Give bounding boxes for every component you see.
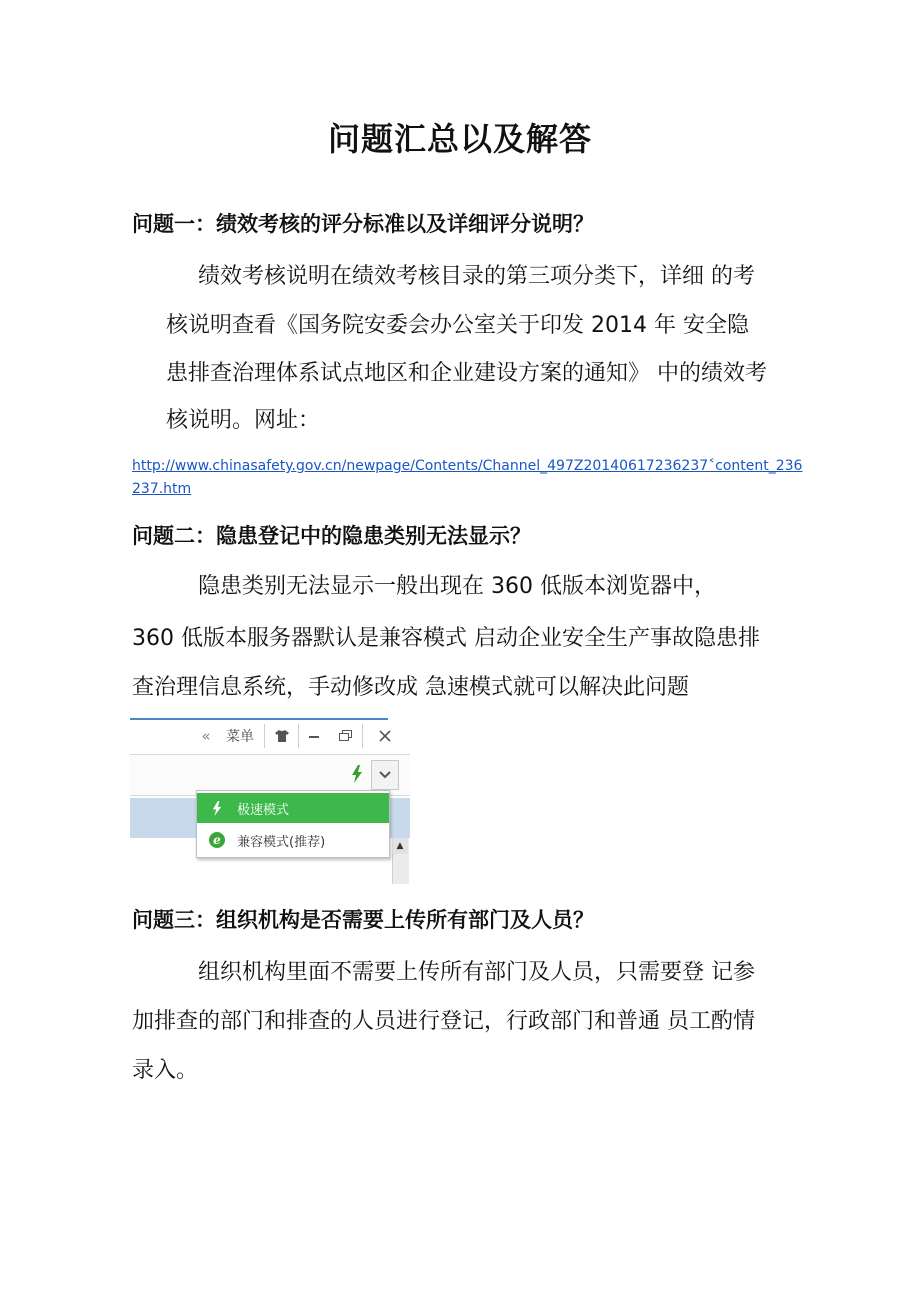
menu-item-label: 极速模式 [237,802,290,818]
question-2-heading: 问题二：隐患登记中的隐患类别无法显示？ [132,524,531,548]
close-icon[interactable] [372,722,398,750]
answer-2-line-2: 360 低版本服务器默认是兼容模式 启动企业安全生产事故隐患排 [132,626,760,651]
toolbar-separator [362,724,363,748]
question-3-heading: 问题三：组织机构是否需要上传所有部门及人员？ [132,908,594,932]
answer-1-line-1: 绩效考核说明在绩效考核目录的第三项分类下，详细 的考 [198,264,755,289]
double-chevron-left-icon[interactable]: « [201,727,211,745]
answer-2-line-1: 隐患类别无法显示一般出现在 360 低版本浏览器中， [198,574,716,599]
answer-2-line-3: 查治理信息系统，手动修改成 急速模式就可以解决此问题 [132,675,689,700]
answer-1-line-4: 核说明。网址： [166,408,321,433]
answer-3-line-3: 录入。 [132,1058,199,1083]
lightning-icon[interactable] [346,762,368,786]
menu-item-label: 兼容模式(推荐) [237,834,326,850]
toolbar-separator [264,724,265,748]
minimize-icon[interactable] [302,722,326,750]
scroll-up-arrow-icon[interactable]: ▲ [392,838,408,854]
url-link-line-2[interactable]: 237.htm [132,481,192,497]
lightning-icon [197,801,237,816]
ie-icon: e [209,832,225,848]
url-link-line-1[interactable]: http://www.chinasafety.gov.cn/newpage/Contents/Channel_497Z20140617236237˂content_236 [132,458,803,474]
answer-3-line-1: 组织机构里面不需要上传所有部门及人员，只需要登 记参 [198,960,755,985]
menu-item-compat-mode[interactable] [197,825,389,855]
question-1-heading: 问题一：绩效考核的评分标准以及详细评分说明？ [132,212,594,236]
menu-button[interactable]: 菜单 [226,729,254,745]
answer-1-line-3: 患排查治理体系试点地区和企业建设方案的通知》 中的绩效考 [166,361,767,386]
browser-mode-screenshot [130,718,410,884]
window-top-border [130,718,388,720]
toolbar-separator [298,724,299,748]
mode-menu [196,790,390,858]
answer-1-line-2: 核说明查看《国务院安委会办公室关于印发 2014 年 安全隐 [166,313,749,338]
page-title: 问题汇总以及解答 [327,120,592,158]
menu-item-speed-mode[interactable] [197,793,389,823]
restore-icon[interactable] [332,722,358,750]
answer-3-line-2: 加排查的部门和排查的人员进行登记，行政部门和普通 员工酌情 [132,1009,755,1034]
chevron-down-icon [379,771,391,779]
mode-dropdown-button[interactable] [371,760,399,790]
shirt-icon[interactable] [268,722,296,750]
